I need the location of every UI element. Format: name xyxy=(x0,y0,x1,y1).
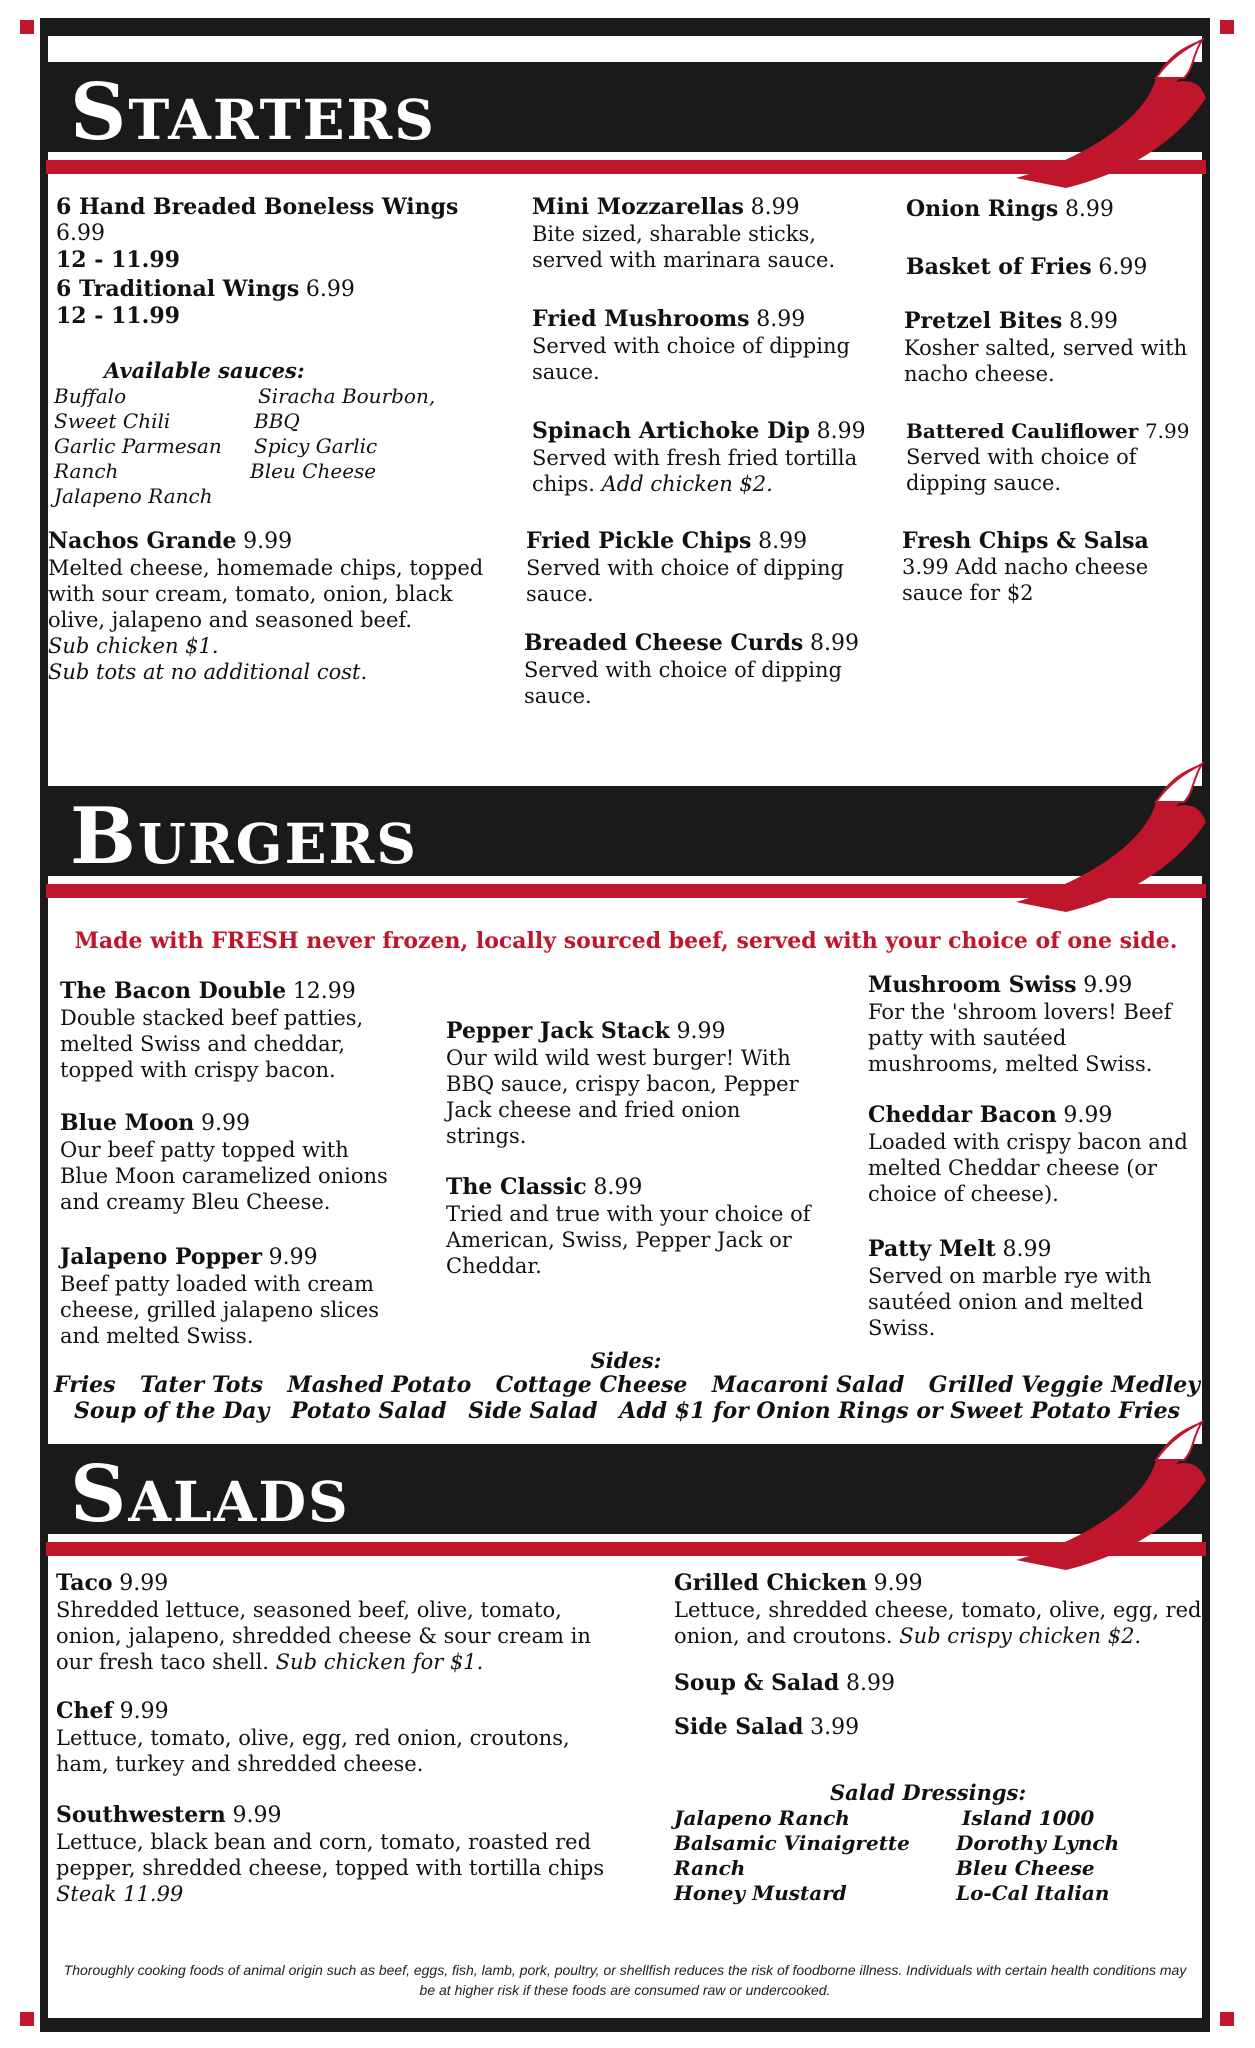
item-chips-salsa: Fresh Chips & Salsa 3.99 Add nacho cheese sauce for $2 xyxy=(902,528,1149,605)
sauce-item: Siracha Bourbon, xyxy=(258,384,436,408)
item-soup-and-salad: Soup & Salad 8.99 xyxy=(674,1670,895,1696)
side-item: Grilled Veggie Medley xyxy=(928,1372,1200,1398)
corner-mark xyxy=(1220,2012,1234,2026)
sauce-item: Garlic Parmesan xyxy=(54,434,222,458)
item-basket-of-fries: Basket of Fries 6.99 xyxy=(906,254,1148,280)
top-border xyxy=(40,18,1210,36)
red-flame-icon xyxy=(1006,38,1206,198)
item-chef-salad: Chef 9.99 Lettuce, tomato, olive, egg, red onion, croutons, ham, turkey and shredded cheese. xyxy=(56,1698,570,1776)
left-border xyxy=(40,18,48,2032)
item-battered-cauliflower: Battered Cauliflower 7.99 Served with choice of dipping sauce. xyxy=(906,419,1190,495)
dressing-item: Ranch xyxy=(674,1856,746,1880)
item-side-salad: Side Salad 3.99 xyxy=(674,1714,860,1740)
red-flame-icon xyxy=(1006,1420,1206,1580)
corner-mark xyxy=(20,2012,34,2026)
side-item: Add $1 for Onion Rings or Sweet Potato Fries xyxy=(619,1398,1180,1424)
item-pepper-jack-stack: Pepper Jack Stack 9.99 Our wild wild west burger! With BBQ sauce, crispy bacon, Pepper Jack cheese and fried onion strings. xyxy=(446,1018,799,1148)
starters-title: Starters xyxy=(70,67,436,158)
dressing-item: Dorothy Lynch xyxy=(956,1831,1120,1855)
salads-title: Salads xyxy=(70,1449,350,1540)
item-spinach-dip: Spinach Artichoke Dip 8.99 Served with fresh fried tortilla chips. Add chicken $2. xyxy=(532,418,866,496)
item-nachos: Nachos Grande 9.99 Melted cheese, homemade chips, topped with sour cream, tomato, onion, black olive, jalapeno and seasoned beef. Sub chicken $1. Sub tots at no additional cost. xyxy=(48,528,484,684)
sauce-item: Buffalo xyxy=(54,384,127,408)
side-item: Cottage Cheese xyxy=(495,1372,688,1398)
item-grilled-chicken-salad: Grilled Chicken 9.99 Lettuce, shredded cheese, tomato, olive, egg, red onion, and croutons. Sub crispy chicken $2. xyxy=(674,1570,1202,1648)
sides-title: Sides: xyxy=(590,1348,662,1373)
sauce-item: Bleu Cheese xyxy=(250,459,377,483)
corner-mark xyxy=(20,20,34,34)
sides-row-1 xyxy=(54,1372,1200,1398)
dressing-item: Island 1000 xyxy=(962,1806,1095,1830)
dressing-item: Honey Mustard xyxy=(674,1881,847,1905)
red-flame-icon xyxy=(1006,762,1206,922)
item-taco-salad: Taco 9.99 Shredded lettuce, seasoned beef, olive, tomato, onion, jalapeno, shredded cheese & sour cream in our fresh taco shell. Sub chicken for $1. xyxy=(56,1570,591,1674)
right-border xyxy=(1202,18,1210,2032)
burgers-title: Burgers xyxy=(70,791,418,882)
sauce-item: Spicy Garlic xyxy=(254,434,378,458)
burgers-tagline: Made with FRESH never frozen, locally sourced beef, served with your choice of one side. xyxy=(74,928,1178,954)
dressing-item: Jalapeno Ranch xyxy=(674,1806,850,1830)
dressing-item: Balsamic Vinaigrette xyxy=(674,1831,910,1855)
item-pretzel-bites: Pretzel Bites 8.99 Kosher salted, served with nacho cheese. xyxy=(904,308,1188,386)
dressing-item: Bleu Cheese xyxy=(956,1856,1095,1880)
item-boneless-wings: 6 Hand Breaded Boneless Wings 6.99 12 - 11.99 xyxy=(56,194,459,273)
dressing-item: Lo-Cal Italian xyxy=(956,1881,1110,1905)
side-item: Fries xyxy=(54,1372,116,1398)
food-safety-disclaimer: Thoroughly cooking foods of animal origin such as beef, eggs, fish, lamb, pork, poultry, or shellfish reduces the risk of foodborne illness. Individuals with certain health conditions may be at higher risk if these foods are consumed raw or undercooked. xyxy=(63,1962,1187,1998)
item-blue-moon: Blue Moon 9.99 Our beef patty topped with Blue Moon caramelized onions and creamy Bleu Cheese. xyxy=(60,1110,388,1214)
item-bacon-double: The Bacon Double 12.99 Double stacked beef patties, melted Swiss and cheddar, topped with crispy bacon. xyxy=(60,978,364,1082)
side-item: Potato Salad xyxy=(290,1398,447,1424)
item-patty-melt: Patty Melt 8.99 Served on marble rye with sautéed onion and melted Swiss. xyxy=(868,1236,1152,1340)
side-item: Macaroni Salad xyxy=(711,1372,905,1398)
item-the-classic: The Classic 8.99 Tried and true with your choice of American, Swiss, Pepper Jack or Cheddar. xyxy=(446,1174,811,1278)
side-item: Mashed Potato xyxy=(287,1372,472,1398)
item-southwestern-salad: Southwestern 9.99 Lettuce, black bean and corn, tomato, roasted red pepper, shredded cheese, topped with tortilla chips Steak 11.99 xyxy=(56,1802,605,1906)
sauce-item: Sweet Chili xyxy=(54,409,171,433)
item-jalapeno-popper: Jalapeno Popper 9.99 Beef patty loaded with cream cheese, grilled jalapeno slices and melted Swiss. xyxy=(60,1244,380,1348)
side-item: Soup of the Day xyxy=(74,1398,270,1424)
item-pickle-chips: Fried Pickle Chips 8.99 Served with choice of dipping sauce. xyxy=(526,528,844,606)
item-fried-mushrooms: Fried Mushrooms 8.99 Served with choice of dipping sauce. xyxy=(532,306,850,384)
corner-mark xyxy=(1220,20,1234,34)
item-cheese-curds: Breaded Cheese Curds 8.99 Served with choice of dipping sauce. xyxy=(524,630,859,708)
item-mini-mozzarellas: Mini Mozzarellas 8.99 Bite sized, sharable sticks, served with marinara sauce. xyxy=(532,194,836,272)
bottom-border xyxy=(40,2018,1210,2032)
item-cheddar-bacon: Cheddar Bacon 9.99 Loaded with crispy bacon and melted Cheddar cheese (or choice of cheese). xyxy=(868,1102,1188,1206)
side-item: Tater Tots xyxy=(139,1372,263,1398)
sauce-item: BBQ xyxy=(254,409,300,433)
sauces-title: Available sauces: xyxy=(104,358,305,383)
item-onion-rings: Onion Rings 8.99 xyxy=(906,196,1114,222)
sauce-item: Ranch xyxy=(54,459,119,483)
item-mushroom-swiss: Mushroom Swiss 9.99 For the 'shroom lovers! Beef patty with sautéed mushrooms, melted Swiss. xyxy=(868,972,1172,1076)
sauce-item: Jalapeno Ranch xyxy=(54,484,213,508)
item-traditional-wings: 6 Traditional Wings 6.99 12 - 11.99 xyxy=(56,276,355,329)
dressings-title: Salad Dressings: xyxy=(830,1780,1027,1805)
side-item: Side Salad xyxy=(468,1398,598,1424)
